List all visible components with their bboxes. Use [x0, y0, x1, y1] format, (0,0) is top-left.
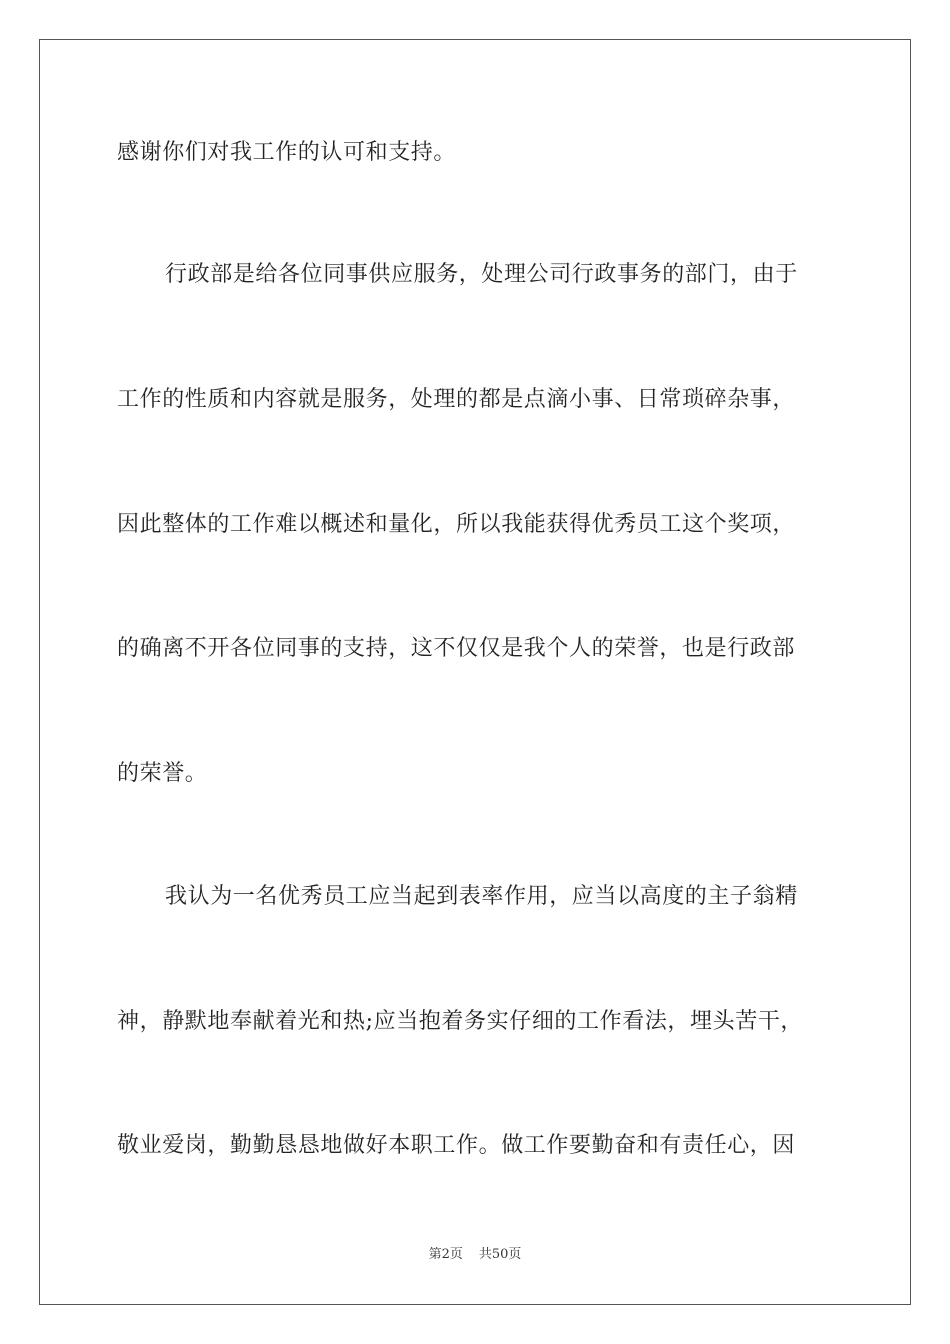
- text-line-7: 我认为一名优秀员工应当起到表率作用，应当以高度的主子翁精: [165, 884, 798, 909]
- text-line-1: 感谢你们对我工作的认可和支持。: [117, 140, 457, 165]
- text-line-3: 工作的性质和内容就是服务，处理的都是点滴小事、日常琐碎杂事，: [117, 387, 796, 412]
- text-line-5: 的确离不开各位同事的支持，这不仅仅是我个人的荣誉，也是行政部: [117, 636, 796, 661]
- text-line-9: 敬业爱岗，勤勤恳恳地做好本职工作。做工作要勤奋和有责任心，因: [117, 1133, 796, 1158]
- page-total: 共50页: [478, 1247, 522, 1262]
- text-line-4: 因此整体的工作难以概述和量化，所以我能获得优秀员工这个奖项，: [117, 512, 796, 537]
- page-border: [39, 39, 911, 1305]
- text-line-2: 行政部是给各位同事供应服务，处理公司行政事务的部门，由于: [165, 262, 798, 287]
- page-footer: [0, 1246, 950, 1264]
- text-line-6: 的荣誉。: [117, 761, 208, 786]
- page-number: 第2页: [428, 1247, 463, 1262]
- text-line-8: 神，静默地奉献着光和热;应当抱着务实仔细的工作看法，埋头苦干，: [117, 1009, 804, 1034]
